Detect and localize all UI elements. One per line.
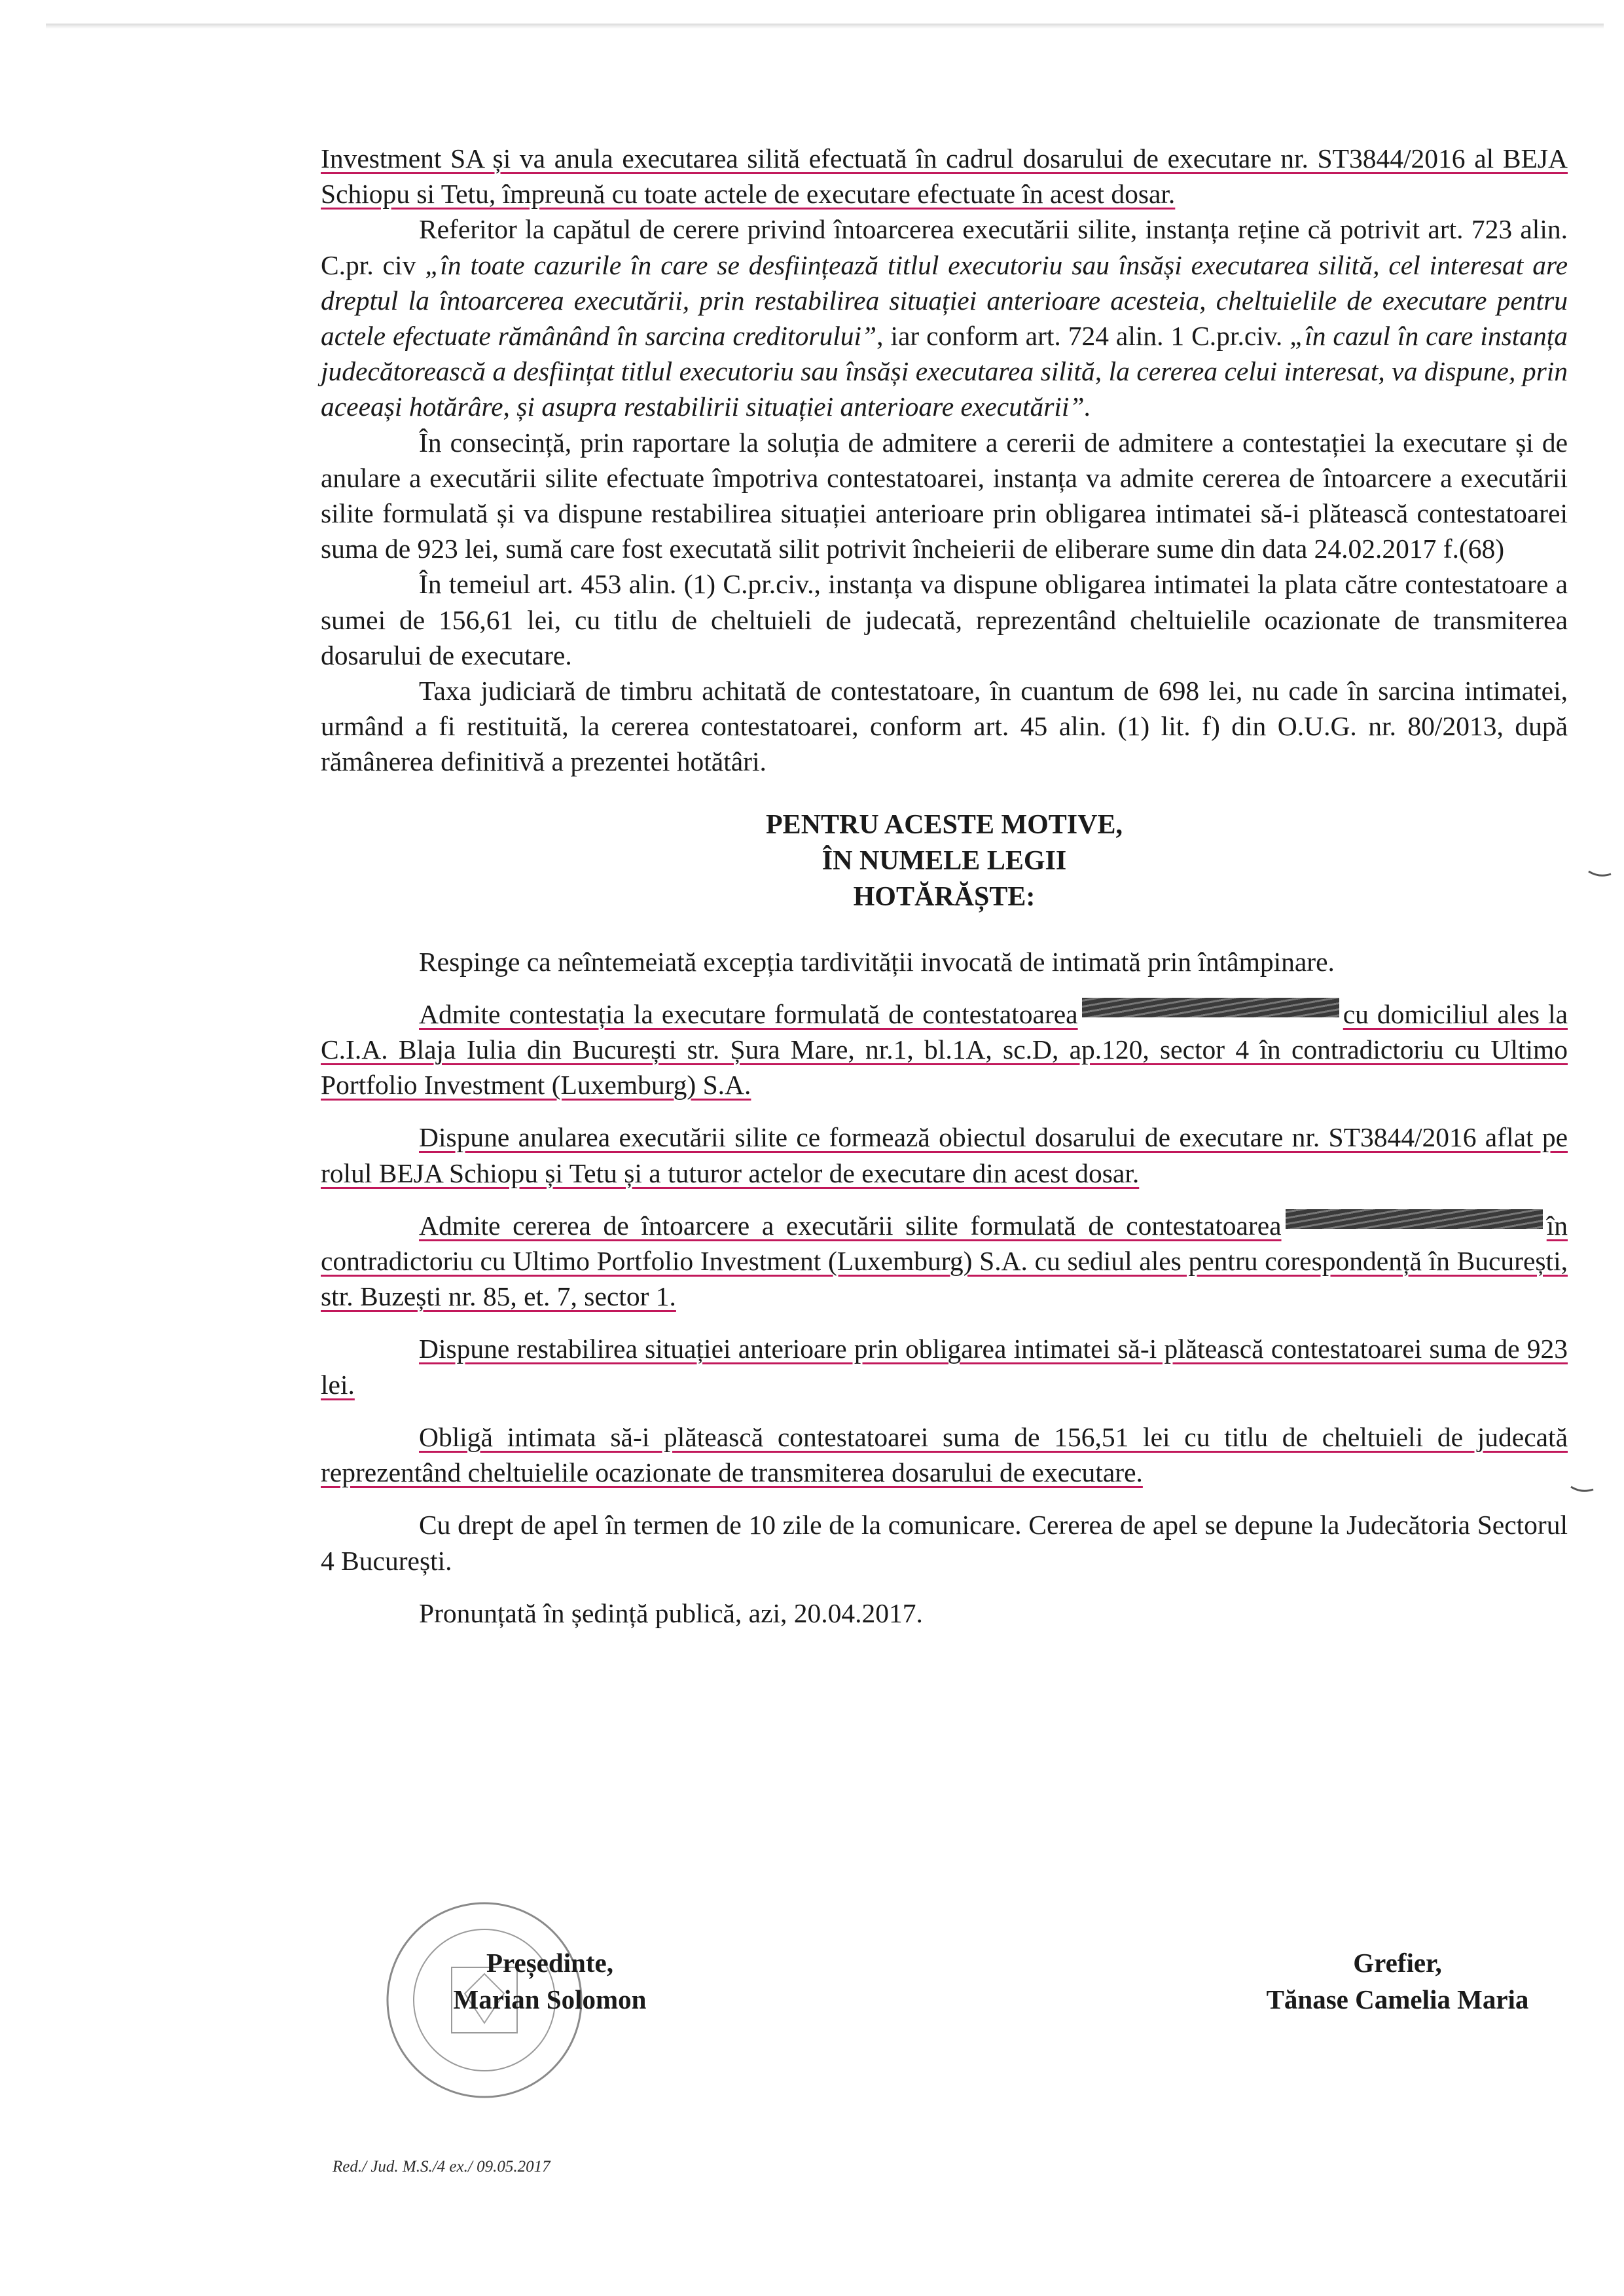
disposition-7: Cu drept de apel în termen de 10 zile de la comunicare. Cererea de apel se depune la Judecătoria Sectorul 4 București. bbox=[321, 1510, 1568, 1576]
footer-reference: Red./ Jud. M.S./4 ex./ 09.05.2017 bbox=[333, 2158, 550, 2176]
disposition-8: Pronunțată în ședință publică, azi, 20.04.2017. bbox=[419, 1597, 923, 1628]
paragraph-3: În consecință, prin raportare la soluția de admitere a cererii de admitere a contestației la executare și de anulare a executării silite efectuate împotriva contestatoarei, instanța va admite cererea de întoarcere a executării silite formulată și va dispune restabilirea situației anterioare prin obligarea intimatei să-i plătească contestatoarei suma de 923 lei, sumă care fost executată silit potrivit încheierii de eliberare sume din data 24.02.2017 f.(68) bbox=[321, 427, 1568, 564]
signature-block bbox=[321, 1944, 1568, 2095]
disposition-2: Admite contestația la executare formulată de contestatoarea cu domiciliul ales la C.I.A. Blaja Iulia din București str. Șura Mare, nr.1, bl.1A, sc.D, ap.120, sector 4 în contradictoriu cu Ultimo Portfolio Investment (Luxemburg) S.A. bbox=[321, 998, 1568, 1101]
disposition-6: Obligă intimata să-i plătească contestatoarei suma de 156,51 lei cu titlu de cheltuieli de judecată reprezentând cheltuielile ocazionate de transmiterea dosarului de executare. bbox=[321, 1421, 1568, 1488]
redacted-name bbox=[1082, 998, 1339, 1017]
margin-tick-icon bbox=[1570, 1483, 1596, 1496]
decision-heading: PENTRU ACESTE MOTIVE, ÎN NUMELE LEGII HOTĂRĂȘTE: bbox=[766, 809, 1123, 912]
disposition-3: Dispune anularea executării silite ce formează obiectul dosarului de executare nr. ST3844/2016 aflat pe rolul BEJA Schiopu și Tetu și a tuturor actelor de executare din acest dosar. bbox=[321, 1122, 1568, 1188]
disposition-5: Dispune restabilirea situației anterioare prin obligarea intimatei să-i plătească contestatoarei suma de 923 lei. bbox=[321, 1334, 1568, 1400]
clerk-signature: Grefier, Tănase Camelia Maria bbox=[1266, 1948, 1529, 2014]
scan-edge-shadow bbox=[46, 24, 1604, 35]
paragraph-4: În temeiul art. 453 alin. (1) C.pr.civ., instanța va dispune obligarea intimatei la plata către contestatoare a sumei de 156,61 lei, cu titlu de cheltuieli de judecată, reprezentând cheltuielile ocazionate de transmiterea dosarului de executare. bbox=[321, 569, 1568, 670]
paragraph-2: Referitor la capătul de cerere privind întoarcerea executării silite, instanța reține că potrivit art. 723 alin. C.pr. civ „în toate cazurile în care se desființează titlul executoriu sau însăși executarea silită, cel interesat are dreptul la întoarcerea executării, prin restabilirea situației anterioare acesteia, cheltuielile de executare pentru actele efectuate rămânând în sarcina creditorului”, iar conform art. 724 alin. 1 C.pr.civ. „în cazul în care instanța judecătorească a desființat titlul executoriu sau însăși executarea silită, la cererea celui interesat, va dispune, prin aceeași hotărâre, și asupra restabilirii situației anterioare executării”. bbox=[321, 214, 1568, 422]
president-signature: Președinte, Marian Solomon bbox=[453, 1948, 647, 2014]
paragraph-1: Investment SA și va anula executarea silită efectuată în cadrul dosarului de executare nr. ST3844/2016 al BEJA Schiopu si Tetu, împreună cu toate actele de executare efectuate în acest dosar. bbox=[321, 143, 1568, 210]
disposition-1: Respinge ca neîntemeiată excepția tardivității invocată de intimată prin întâmpinare. bbox=[419, 946, 1335, 977]
paragraph-5: Taxa judiciară de timbru achitată de contestatoare, în cuantum de 698 lei, nu cade în sarcina intimatei, urmând a fi restituită, la cererea contestatoarei, conform art. 45 alin. (1) lit. f) din O.U.G. nr. 80/2013, după rămânerea definitivă a prezentei hotătâri. bbox=[321, 676, 1568, 777]
redacted-name bbox=[1286, 1209, 1543, 1229]
document-body bbox=[321, 141, 1568, 1648]
disposition-4: Admite cererea de întoarcere a executării silite formulată de contestatoarea în contradictoriu cu Ultimo Portfolio Investment (Luxemburg) S.A. cu sediul ales pentru corespondență în București, str. Buzești nr. 85, et. 7, sector 1. bbox=[321, 1210, 1568, 1312]
margin-tick-icon bbox=[1587, 867, 1614, 881]
